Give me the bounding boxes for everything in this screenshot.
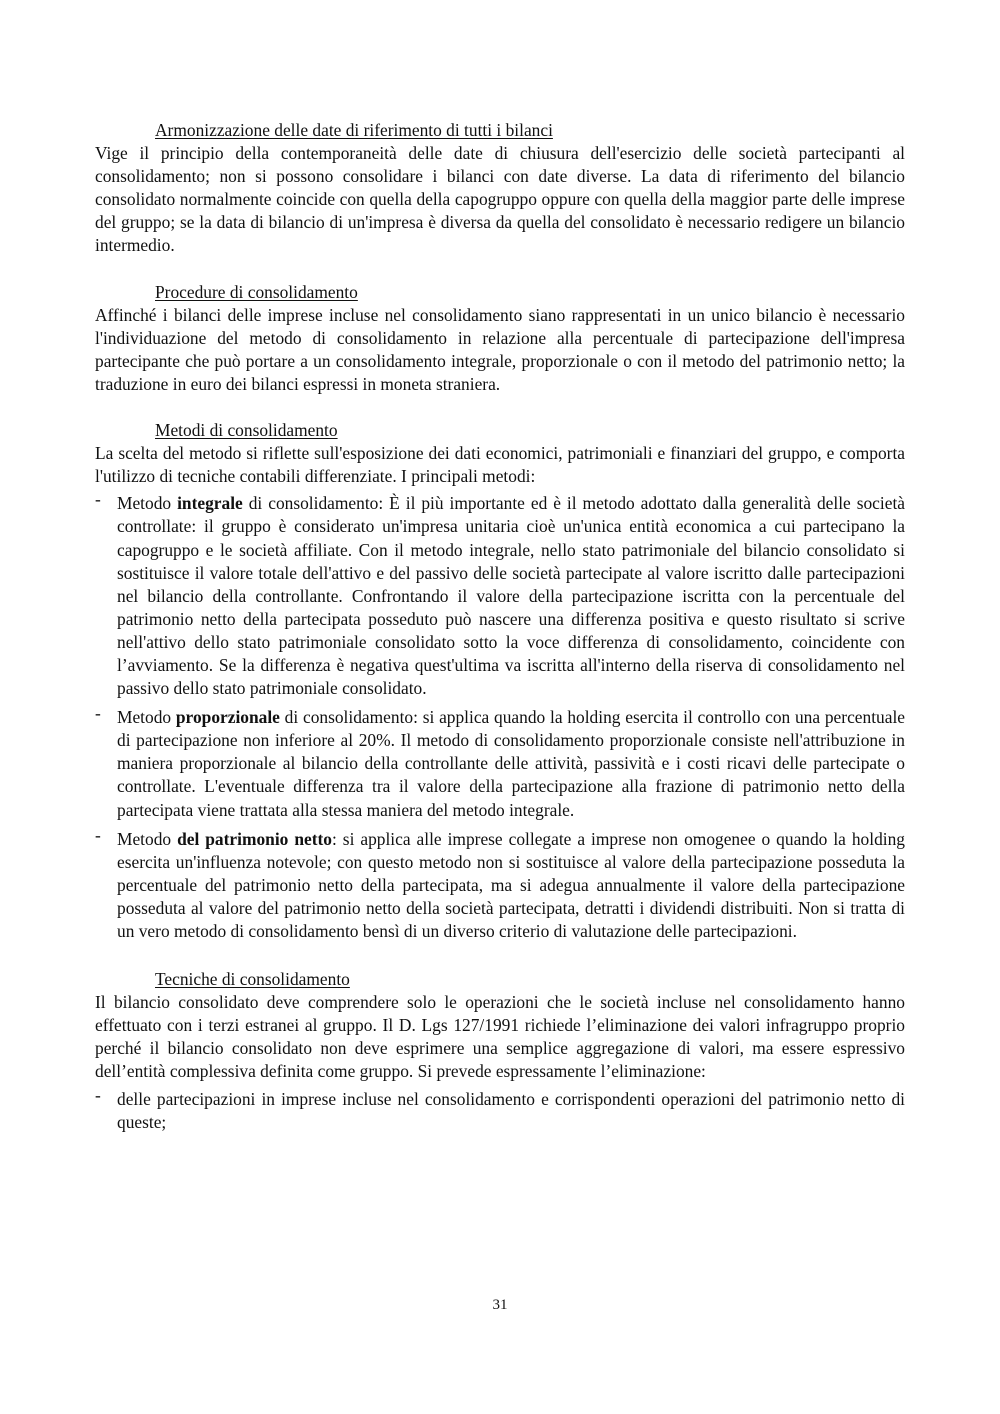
section-paragraph: Affinché i bilanci delle imprese incluse nel consolidamento siano rappresentati in un unico bilancio è necessario l'individuazione del metodo di consolidamento in relazione alla percentuale di partecipazione dell'impresa partecipante che può portare a un consolidamento integrale, proporzionale o con il metodo del patrimonio netto; la traduzione in euro dei bilanci espressi in moneta straniera. [95,304,905,394]
bold-term: integrale [177,493,243,514]
section-heading: Procedure di consolidamento [155,281,358,302]
section-tecniche [95,968,905,1134]
section-paragraph: La scelta del metodo si riflette sull'esposizione dei dati economici, patrimoniali e finanziari del gruppo, e comporta l'utilizzo di tecniche contabili differenziate. I principali metodi: [95,443,905,487]
bold-term: del patrimonio netto [177,828,332,849]
section-armonizzazione [95,119,905,258]
section-heading: Metodi di consolidamento [155,420,338,441]
dash-bullet: - [95,703,101,724]
dash-bullet: - [95,824,101,845]
list-item: - Metodo del patrimonio netto: si applica alle imprese collegate a imprese non omogenee o quando la holding esercita un'influenza notevole; con questo metodo non si sostituisce al valore della partecipazione posseduta la percentuale del patrimonio netto della partecipata, ma si adegua annualmente il valore della partecipazione posseduta al valore del patrimonio netto della società partecipata, detratti i dividendi distribuiti. Non si tratta di un vero metodo di consolidamento bensì di un diverso criterio di valutazione delle partecipazioni. [95,824,905,941]
list-item: - Metodo proporzionale di consolidamento: si applica quando la holding esercita il controllo con una percentuale di partecipazione non inferiore al 20%. Il metodo di consolidamento proporzionale consiste nell'attribuzione in maniera proporzionale al bilancio della controllante delle attività, passività e i costi ricavi delle partecipate o controllate. L'eventuale differenza tra il valore della partecipazione alla frazione di patrimonio netto della partecipata viene trattata alla stessa maniera del metodo integrale. [95,703,905,820]
section-metodi [95,419,905,943]
dash-bullet: - [95,1084,101,1105]
document-page [95,119,905,1140]
section-heading: Armonizzazione delle date di riferimento di tutti i bilanci [155,120,553,140]
section-paragraph: Vige il principio della contemporaneità delle date di chiusura dell'esercizio delle società partecipanti al consolidamento; non si possono consolidare i bilanci con date diverse. La data di riferimento del bilancio consolidato normalmente coincide con quella della capogruppo oppure con quella della maggior parte delle imprese del gruppo; se la data di bilancio di un'impresa è diversa da quella del consolidato è necessario redigere un bilancio intermedio. [95,143,905,256]
section-paragraph: Il bilancio consolidato deve comprendere solo le operazioni che le società incluse nel consolidamento hanno effettuato con i terzi estranei al gruppo. Il D. Lgs 127/1991 richiede l’eliminazione dei valori infragruppo proprio perché il bilancio consolidato non deve esprimere una semplice aggregazione di valori, ma essere espressivo dell’entità complessiva definita come gruppo. Si prevede espressamente l’eliminazione: [95,992,905,1082]
list-item: - delle partecipazioni in imprese incluse nel consolidamento e corrispondenti operazioni del patrimonio netto di queste; [95,1084,905,1132]
bold-term: proporzionale [175,707,280,728]
list-item: - Metodo integrale di consolidamento: È il più importante ed è il metodo adottato dalla generalità delle società controllate: il gruppo è considerato un'impresa unitaria cioè un'unica entità economica a cui partecipano la capogruppo e le società affiliate. Con il metodo integrale, nello stato patrimoniale del bilancio consolidato si sostituisce il valore totale dell'attivo e del passivo delle società partecipate al valore iscritto dalle partecipazioni nel bilancio della controllante. Confrontando il valore della partecipazione iscritta con la percentuale del patrimonio netto della partecipata posseduto può nascere una differenza positiva e questo risultato si scrive nell'attivo dello stato patrimoniale consolidato sotto la voce differenza di consolidamento, coincidente con l’avviamento. Se la differenza è negativa quest'ultima va iscritta all'interno della riserva di consolidamento nel passivo dello stato patrimoniale consolidato. [95,489,905,699]
methods-list [95,489,905,943]
dash-bullet: - [95,489,101,510]
section-heading: Tecniche di consolidamento [155,969,350,990]
section-procedure [95,281,905,396]
elimination-list [95,1084,905,1134]
page-number: 31 [492,1297,508,1313]
